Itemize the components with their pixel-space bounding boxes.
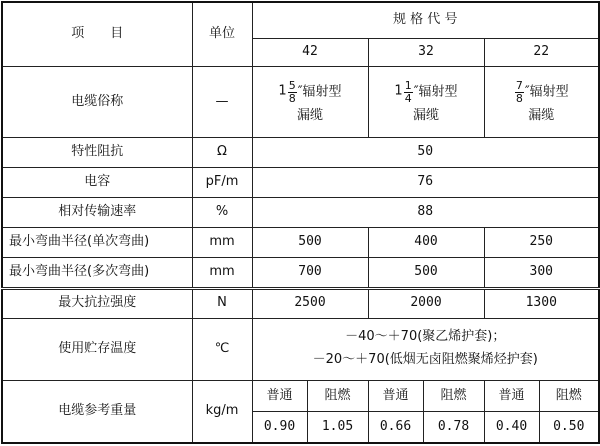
temperature-line-1: －40～＋70(聚乙烯护套)； xyxy=(345,329,506,345)
header-code-22: 22 xyxy=(484,39,599,67)
row-label-capacitance: 电容 xyxy=(2,168,192,198)
header-code-32: 32 xyxy=(368,39,484,67)
row-label-common-name: 电缆俗称 xyxy=(2,67,192,138)
name-whole: 1 xyxy=(394,84,403,100)
header-unit: 单位 xyxy=(192,2,252,67)
name-fraction: $\frac{5}{8}$ xyxy=(288,79,296,106)
name-line2: 漏缆 xyxy=(296,107,323,123)
weight-value-42-flame: 1.05 xyxy=(307,412,368,443)
name-suffix: ″辐射型 xyxy=(297,85,342,101)
name-fraction: $\frac{7}{8}$ xyxy=(515,79,523,106)
weight-value-32-normal: 0.66 xyxy=(368,412,423,443)
unit-common-name: — xyxy=(192,67,252,138)
unit-bend-multi: mm xyxy=(192,258,252,288)
bend-multi-22: 300 xyxy=(484,258,599,288)
row-label-tensile: 最大抗拉强度 xyxy=(2,288,192,318)
bend-single-22: 250 xyxy=(484,228,599,258)
temperature-line-2: －20～＋70(低烟无卤阻燃聚烯烃护套) xyxy=(312,352,538,368)
weight-value-42-normal: 0.90 xyxy=(252,412,307,443)
unit-velocity: % xyxy=(192,198,252,228)
name-line2: 漏缆 xyxy=(412,107,439,123)
common-name-32 xyxy=(368,67,484,138)
unit-bend-single: mm xyxy=(192,228,252,258)
value-velocity: 88 xyxy=(252,198,599,228)
tensile-42: 2500 xyxy=(252,288,368,318)
header-item: 项 目 xyxy=(2,2,192,67)
value-capacitance: 76 xyxy=(252,168,599,198)
unit-impedance: Ω xyxy=(192,138,252,168)
unit-capacitance: pF/m xyxy=(192,168,252,198)
row-label-weight: 电缆参考重量 xyxy=(2,381,192,443)
row-label-bend-multi: 最小弯曲半径(多次弯曲) xyxy=(2,258,192,288)
weight-value-32-flame: 0.78 xyxy=(423,412,484,443)
row-label-bend-single: 最小弯曲半径(单次弯曲) xyxy=(2,228,192,258)
weight-type-32-normal: 普通 xyxy=(368,381,423,412)
name-fraction: $\frac{1}{4}$ xyxy=(404,79,412,106)
bend-multi-42: 700 xyxy=(252,258,368,288)
name-line2: 漏缆 xyxy=(528,107,555,123)
unit-temperature: ℃ xyxy=(192,318,252,380)
name-suffix: ″辐射型 xyxy=(524,85,569,101)
common-name-22 xyxy=(484,67,599,138)
weight-type-42-normal: 普通 xyxy=(252,381,307,412)
unit-tensile: N xyxy=(192,288,252,318)
name-whole: 1 xyxy=(278,84,287,100)
cable-spec-table xyxy=(1,1,600,444)
unit-weight: kg/m xyxy=(192,381,252,443)
common-name-42 xyxy=(252,67,368,138)
weight-type-42-flame: 阻燃 xyxy=(307,381,368,412)
row-label-velocity: 相对传输速率 xyxy=(2,198,192,228)
bend-single-42: 500 xyxy=(252,228,368,258)
header-spec-code: 规 格 代 号 xyxy=(252,2,599,39)
header-code-42: 42 xyxy=(252,39,368,67)
bend-multi-32: 500 xyxy=(368,258,484,288)
bend-single-32: 400 xyxy=(368,228,484,258)
tensile-32: 2000 xyxy=(368,288,484,318)
row-label-impedance: 特性阻抗 xyxy=(2,138,192,168)
row-label-temperature: 使用贮存温度 xyxy=(2,318,192,380)
weight-type-22-normal: 普通 xyxy=(484,381,539,412)
weight-type-32-flame: 阻燃 xyxy=(423,381,484,412)
tensile-22: 1300 xyxy=(484,288,599,318)
weight-value-22-flame: 0.50 xyxy=(539,412,599,443)
weight-type-22-flame: 阻燃 xyxy=(539,381,599,412)
name-suffix: ″辐射型 xyxy=(413,85,458,101)
value-impedance: 50 xyxy=(252,138,599,168)
weight-value-22-normal: 0.40 xyxy=(484,412,539,443)
value-temperature xyxy=(252,318,599,380)
